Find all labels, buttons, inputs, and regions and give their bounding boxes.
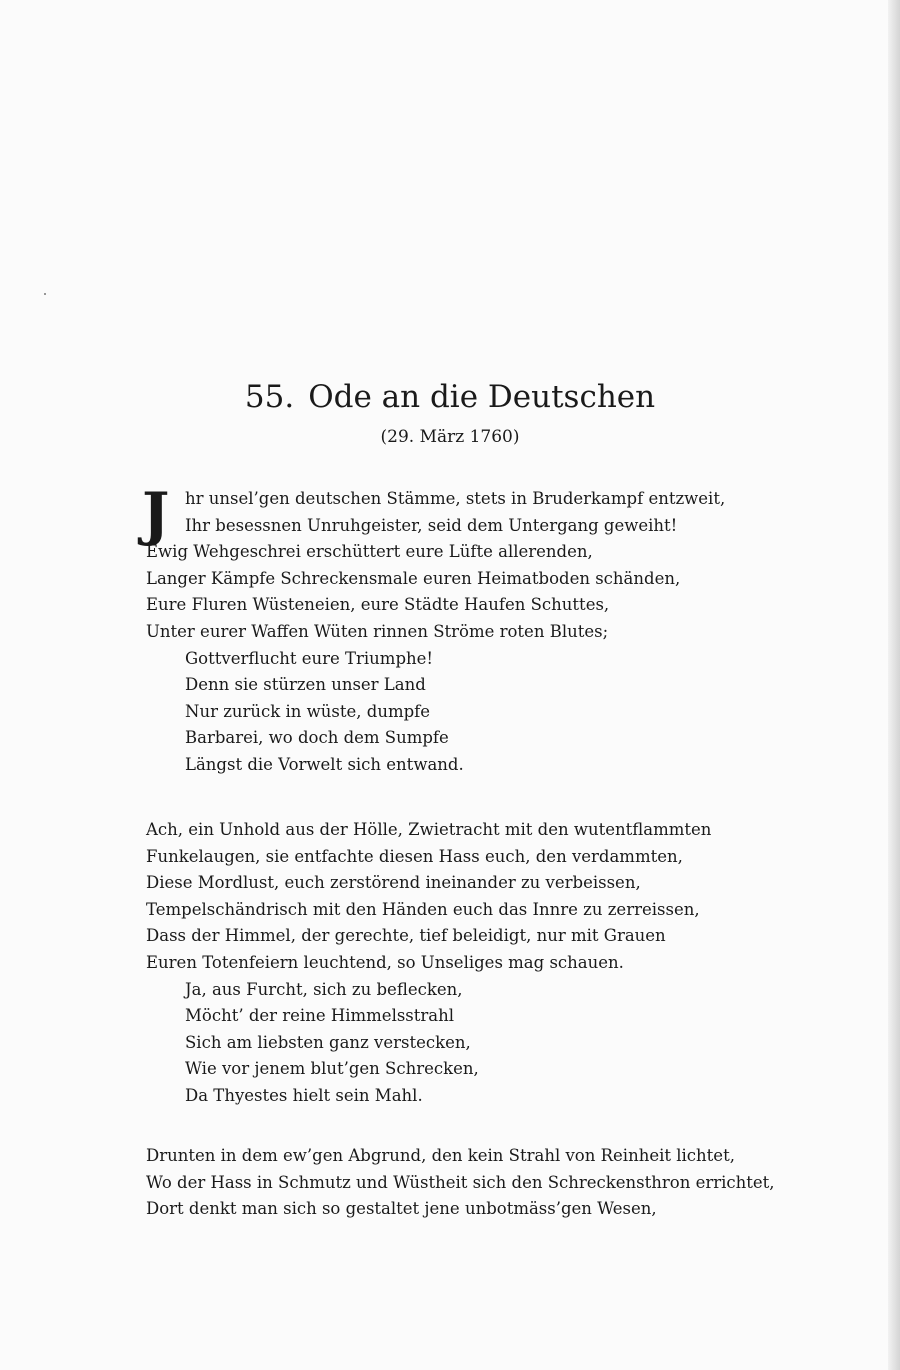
poem-line: Sich am liebsten ganz verstecken, xyxy=(185,1033,471,1052)
poem-line: Ewig Wehgeschrei erschüttert eure Lüfte allerenden, xyxy=(146,542,593,561)
drop-cap: J xyxy=(142,480,170,548)
poem-line: Euren Totenfeiern leuchtend, so Unseliges mag schauen. xyxy=(146,953,624,972)
poem-line: Barbarei, wo doch dem Sumpfe xyxy=(185,728,449,747)
poem-line: Unter eurer Waffen Wüten rinnen Ströme roten Blutes; xyxy=(146,622,609,641)
poem-line: Ihr besessnen Unruhgeister, seid dem Untergang geweiht! xyxy=(185,516,678,535)
poem-line: Dort denkt man sich so gestaltet jene unbotmäss’gen Wesen, xyxy=(146,1199,657,1218)
poem-line: Längst die Vorwelt sich entwand. xyxy=(185,755,464,774)
poem-line: hr unsel’gen deutschen Stämme, stets in Bruderkampf entzweit, xyxy=(185,489,726,508)
poem-title: Ode an die Deutschen xyxy=(308,379,656,415)
page-edge-shadow xyxy=(888,0,900,1370)
poem-line: Denn sie stürzen unser Land xyxy=(185,675,426,694)
poem-line: Ja, aus Furcht, sich zu beflecken, xyxy=(185,980,463,999)
poem-line: Drunten in dem ew’gen Abgrund, den kein Strahl von Reinheit lichtet, xyxy=(146,1146,735,1165)
poem-line: Langer Kämpfe Schreckensmale euren Heimatboden schänden, xyxy=(146,569,681,588)
poem-line: Möcht’ der reine Himmelsstrahl xyxy=(185,1006,455,1025)
poem-line: Funkelaugen, sie entfachte diesen Hass euch, den verdammten, xyxy=(146,847,683,866)
poem-line: Tempelschändrisch mit den Händen euch das Innre zu zerreissen, xyxy=(146,900,700,919)
paper-speck xyxy=(44,293,46,295)
poem-line: Da Thyestes hielt sein Mahl. xyxy=(185,1086,423,1105)
poem-line: Wie vor jenem blut’gen Schrecken, xyxy=(185,1059,479,1078)
poem-line: Dass der Himmel, der gerechte, tief beleidigt, nur mit Grauen xyxy=(146,926,666,945)
poem-line: Diese Mordlust, euch zerstörend ineinander zu verbeissen, xyxy=(146,873,641,892)
poem-line: Nur zurück in wüste, dumpfe xyxy=(185,702,431,721)
poem-date: (29. März 1760) xyxy=(380,427,520,447)
poem-line: Wo der Hass in Schmutz und Wüstheit sich den Schreckensthron errichtet, xyxy=(146,1173,775,1192)
poem-number: 55. xyxy=(244,379,295,415)
poem-line: Gottverflucht eure Triumphe! xyxy=(185,649,434,668)
poem-line: Eure Fluren Wüsteneien, eure Städte Haufen Schuttes, xyxy=(146,595,610,614)
poem-heading xyxy=(0,372,900,422)
poem-line: Ach, ein Unhold aus der Hölle, Zwietracht mit den wutentflammten xyxy=(146,820,712,839)
